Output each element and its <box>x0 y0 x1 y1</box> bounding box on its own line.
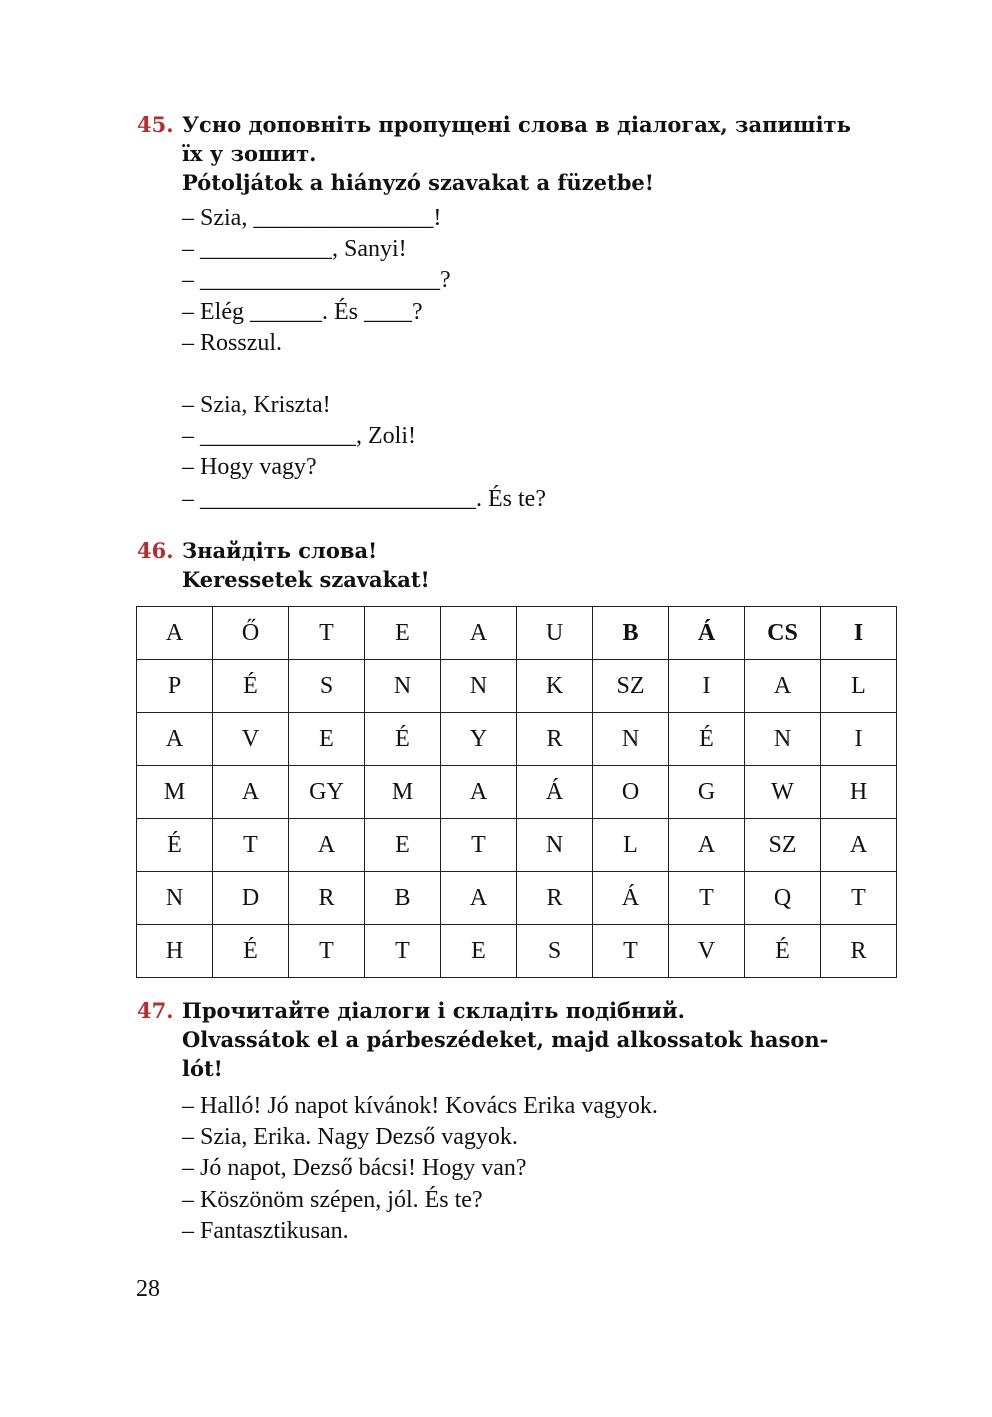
grid-cell: E <box>365 607 441 660</box>
dialog-1 <box>182 203 897 515</box>
grid-cell: K <box>517 660 593 713</box>
grid-row <box>137 660 897 713</box>
grid-cell: A <box>669 819 745 872</box>
grid-cell: Y <box>441 713 517 766</box>
grid-cell: E <box>441 925 517 978</box>
grid-cell: Á <box>517 766 593 819</box>
grid-cell: I <box>821 607 897 660</box>
dialog-line: – Elég ______. És ____? <box>182 298 423 325</box>
grid-cell: T <box>821 872 897 925</box>
instruction-ukrainian: Усно доповніть пропущені слова в діалогах, запишіть <box>182 112 851 137</box>
exercise-45-heading <box>137 110 897 197</box>
grid-cell: V <box>213 713 289 766</box>
grid-cell: Ő <box>213 607 289 660</box>
dialog-line: – Hogy vagy? <box>182 454 317 481</box>
grid-cell: O <box>593 766 669 819</box>
grid-cell: M <box>137 766 213 819</box>
exercise-number: 45. <box>137 112 174 137</box>
grid-cell: D <box>213 872 289 925</box>
dialog-line: – Halló! Jó napot kívánok! Kovács Erika vagyok. <box>182 1093 658 1119</box>
instruction-hungarian: Olvassátok el a párbeszédeket, majd alkossatok hason- <box>182 1027 829 1052</box>
grid-row <box>137 713 897 766</box>
grid-cell: A <box>821 819 897 872</box>
grid-cell: R <box>517 872 593 925</box>
grid-cell: Á <box>593 872 669 925</box>
dialog-line: – Szia, _______________! <box>182 205 442 231</box>
grid-cell: E <box>289 713 365 766</box>
dialog-line: – Rosszul. <box>182 329 283 356</box>
instruction-ukrainian: Прочитайте діалоги і складіть подібний. <box>182 998 685 1023</box>
exercise-number: 46. <box>137 538 174 563</box>
grid-cell: T <box>365 925 441 978</box>
dialog-line: – Köszönöm szépen, jól. És te? <box>182 1186 483 1213</box>
grid-cell: A <box>137 607 213 660</box>
grid-cell: N <box>365 660 441 713</box>
grid-cell: H <box>137 925 213 978</box>
dialog-line: – _______________________. És te? <box>182 485 546 512</box>
grid-cell: GY <box>289 766 365 819</box>
grid-row <box>137 607 897 660</box>
exercise-46-heading <box>137 536 897 594</box>
instruction-ukrainian-cont: їх у зошит. <box>182 141 317 166</box>
grid-cell: L <box>821 660 897 713</box>
dialog-line: – Szia, Kriszta! <box>182 392 331 419</box>
grid-cell: L <box>593 819 669 872</box>
grid-cell: E <box>365 819 441 872</box>
grid-cell: É <box>137 819 213 872</box>
grid-cell: P <box>137 660 213 713</box>
grid-cell: G <box>669 766 745 819</box>
grid-cell: É <box>213 925 289 978</box>
dialog-line: – Fantasztikusan. <box>182 1217 349 1244</box>
grid-cell: N <box>593 713 669 766</box>
grid-cell: É <box>745 925 821 978</box>
grid-cell: A <box>137 713 213 766</box>
grid-cell: H <box>821 766 897 819</box>
exercise-46 <box>137 536 897 594</box>
grid-cell: CS <box>745 607 821 660</box>
grid-cell: A <box>213 766 289 819</box>
grid-cell: T <box>669 872 745 925</box>
dialog-line: – ___________, Sanyi! <box>182 236 407 263</box>
grid-cell: B <box>593 607 669 660</box>
grid-cell: É <box>365 713 441 766</box>
grid-cell: V <box>669 925 745 978</box>
grid-cell: N <box>745 713 821 766</box>
grid-cell: M <box>365 766 441 819</box>
grid-cell: U <box>517 607 593 660</box>
grid-cell: T <box>213 819 289 872</box>
grid-cell: Q <box>745 872 821 925</box>
grid-row <box>137 766 897 819</box>
grid-row <box>137 925 897 978</box>
grid-cell: N <box>441 660 517 713</box>
grid-cell: B <box>365 872 441 925</box>
dialog-line: – Jó napot, Dezső bácsi! Hogy van? <box>182 1155 527 1182</box>
page-number: 28 <box>136 1276 160 1302</box>
exercise-47 <box>137 996 897 1247</box>
grid-cell: É <box>669 713 745 766</box>
exercise-number: 47. <box>137 998 174 1023</box>
word-search-grid <box>136 606 897 978</box>
dialog-line: – ____________________? <box>182 267 451 294</box>
instruction-hungarian-cont: lót! <box>182 1056 223 1081</box>
grid-cell: T <box>289 607 365 660</box>
grid-cell: T <box>593 925 669 978</box>
grid-cell: N <box>517 819 593 872</box>
grid-cell: W <box>745 766 821 819</box>
dialog-line: – Szia, Erika. Nagy Dezső vagyok. <box>182 1124 518 1151</box>
grid-cell: S <box>517 925 593 978</box>
grid-cell: A <box>441 607 517 660</box>
grid-cell: A <box>441 766 517 819</box>
instruction-hungarian: Keressetek szavakat! <box>182 567 430 592</box>
instruction-ukrainian: Знайдіть слова! <box>182 538 378 563</box>
grid-row <box>137 872 897 925</box>
grid-cell: S <box>289 660 365 713</box>
grid-cell: I <box>821 713 897 766</box>
grid-cell: A <box>745 660 821 713</box>
grid-cell: Á <box>669 607 745 660</box>
dialog-example <box>182 1091 897 1247</box>
grid-cell: A <box>441 872 517 925</box>
grid-cell: A <box>289 819 365 872</box>
grid-cell: R <box>821 925 897 978</box>
exercise-47-heading <box>137 996 897 1083</box>
grid-cell: R <box>517 713 593 766</box>
grid-row <box>137 819 897 872</box>
grid-cell: SZ <box>593 660 669 713</box>
grid-cell: T <box>289 925 365 978</box>
instruction-hungarian: Pótoljátok a hiányzó szavakat a füzetbe! <box>182 170 654 195</box>
grid-cell: É <box>213 660 289 713</box>
grid-cell: SZ <box>745 819 821 872</box>
grid-cell: R <box>289 872 365 925</box>
grid-cell: T <box>441 819 517 872</box>
dialog-line: – _____________, Zoli! <box>182 423 416 450</box>
grid-cell: I <box>669 660 745 713</box>
exercise-45 <box>137 110 897 515</box>
grid-cell: N <box>137 872 213 925</box>
